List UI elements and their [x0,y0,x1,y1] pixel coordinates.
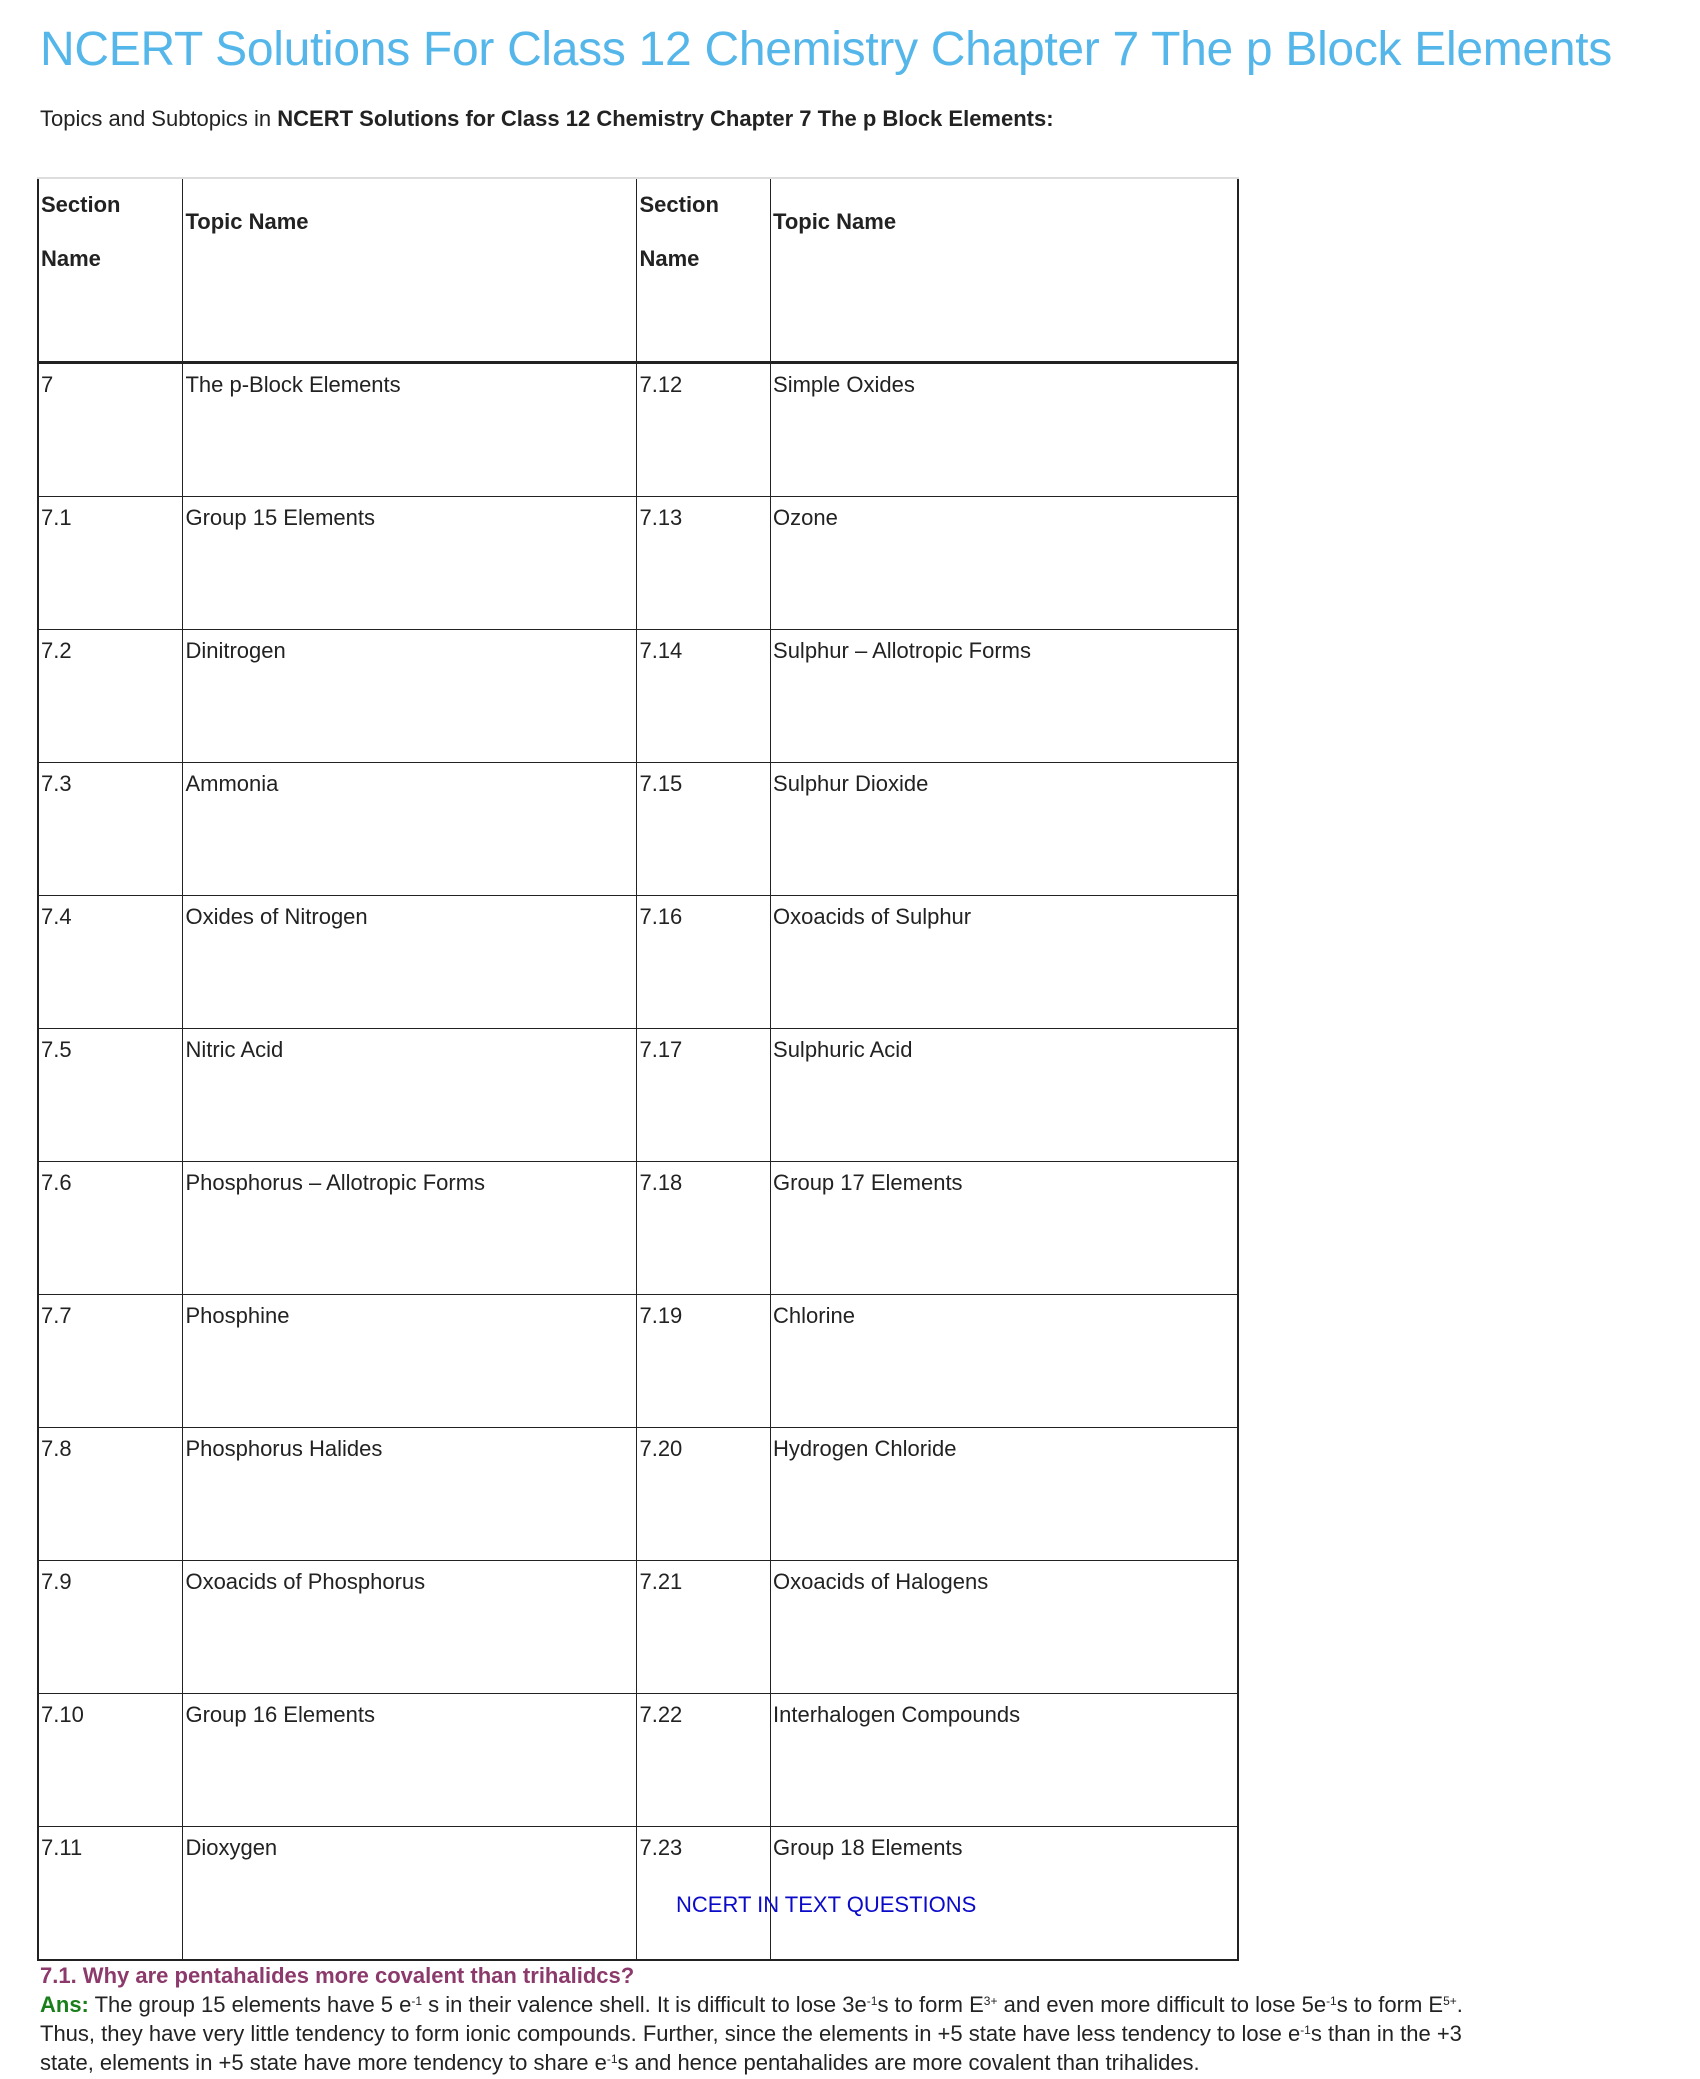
section-cell: 7.21 [637,1561,771,1694]
table-row [38,1162,1238,1295]
page-title: NCERT Solutions For Class 12 Chemistry Chapter 7 The p Block Elements [40,23,1612,76]
section-cell: 7.18 [637,1162,771,1295]
topics-table [37,177,1239,1961]
topic-cell: Sulphur Dioxide [771,763,1238,896]
section-cell: 7.19 [637,1295,771,1428]
table-row [38,1029,1238,1162]
section-cell: 7.15 [637,763,771,896]
header-section-name [637,178,771,363]
topic-cell: Group 17 Elements [771,1162,1238,1295]
header-text: Name [639,246,700,271]
section-cell: 7.14 [637,630,771,763]
section-cell: 7.22 [637,1694,771,1827]
superscript: 3+ [983,1994,998,2008]
section-cell: 7.1 [38,497,183,630]
topic-cell: Group 16 Elements [183,1694,637,1827]
answer-paragraph [40,1990,1680,2077]
intro-text [40,106,1054,132]
section-cell: 7.6 [38,1162,183,1295]
table-row [38,363,1238,497]
answer-text: Thus, they have very little tendency to form ionic compounds. Further, since the elements in +5 state have less tendency to lose e [40,2021,1301,2046]
table-row [38,630,1238,763]
table-row [38,497,1238,630]
topic-cell: Oxoacids of Sulphur [771,896,1238,1029]
intro-bold: NCERT Solutions for Class 12 Chemistry Chapter 7 The p Block Elements: [277,106,1054,131]
topic-cell: Hydrogen Chloride [771,1428,1238,1561]
topic-cell: Group 18 Elements [771,1827,1238,1961]
header-section-name [38,178,183,363]
section-cell: 7.4 [38,896,183,1029]
section-cell: 7.20 [637,1428,771,1561]
superscript: -1 [1300,2023,1311,2037]
superscript: -1 [606,2052,618,2066]
topic-cell: Sulphur – Allotropic Forms [771,630,1238,763]
section-cell: 7.8 [38,1428,183,1561]
topic-cell: Oxoacids of Phosphorus [183,1561,637,1694]
section-cell: 7.7 [38,1295,183,1428]
topic-cell: Oxides of Nitrogen [183,896,637,1029]
topic-cell: Ozone [771,497,1238,630]
topic-cell: Interhalogen Compounds [771,1694,1238,1827]
section-cell: 7.23 [637,1827,771,1961]
section-cell: 7.3 [38,763,183,896]
section-cell: 7 [38,363,183,497]
topic-cell: Chlorine [771,1295,1238,1428]
superscript: -1 [866,1994,878,2008]
section-cell: 7.2 [38,630,183,763]
topic-cell: Simple Oxides [771,363,1238,497]
section-cell: 7.10 [38,1694,183,1827]
table-row [38,1295,1238,1428]
header-topic-name [771,178,1238,363]
answer-text: s in their valence shell. It is difficult to lose 3e [422,1992,867,2017]
section-cell: 7.13 [637,497,771,630]
topic-cell: Sulphuric Acid [771,1029,1238,1162]
intro-prefix: Topics and Subtopics in [40,106,278,131]
answer-text: The group 15 elements have 5 e [88,1992,412,2017]
topic-cell: Nitric Acid [183,1029,637,1162]
table-row [38,1694,1238,1827]
section-cell: 7.17 [637,1029,771,1162]
table-row [38,896,1238,1029]
table-row [38,1428,1238,1561]
topic-cell: Ammonia [183,763,637,896]
header-text: Topic Name [773,209,897,234]
header-text: Section [41,192,121,217]
answer-label: Ans: [40,1992,89,2017]
section-cell: 7.16 [637,896,771,1029]
topic-cell: Phosphorus Halides [183,1428,637,1561]
answer-text: . [1456,1992,1463,2017]
section-cell: 7.5 [38,1029,183,1162]
header-text: Name [41,246,101,271]
topic-cell: Dioxygen [183,1827,637,1961]
table-header-row [38,178,1238,363]
answer-text: s than in the +3 [1310,2021,1462,2046]
topic-cell: Group 15 Elements [183,497,637,630]
superscript: -1 [1326,1994,1337,2008]
topic-cell: The p-Block Elements [183,363,637,497]
answer-text: and even more difficult to lose 5e [997,1992,1327,2017]
section-cell: 7.11 [38,1827,183,1961]
header-text: Section [639,192,719,217]
header-text: Topic Name [185,209,309,234]
topic-cell: Dinitrogen [183,630,637,763]
section-cell: 7.12 [637,363,771,497]
table-row [38,1827,1238,1961]
answer-text: state, elements in +5 state have more tendency to share e [40,2050,607,2075]
answer-text: s to form E [1336,1992,1444,2017]
superscript: -1 [411,1994,423,2008]
question-heading: 7.1. Why are pentahalides more covalent than trihalidcs? [40,1963,635,1988]
superscript: 5+ [1443,1994,1457,2008]
answer-text: s to form E [877,1992,984,2017]
header-topic-name [183,178,637,363]
ncert-in-text-questions-link[interactable]: NCERT IN TEXT QUESTIONS [676,1892,977,1917]
answer-text: s and hence pentahalides are more covalent than trihalides. [617,2050,1200,2075]
table-row [38,763,1238,896]
topic-cell: Phosphine [183,1295,637,1428]
table-row [38,1561,1238,1694]
section-cell: 7.9 [38,1561,183,1694]
topic-cell: Phosphorus – Allotropic Forms [183,1162,637,1295]
topic-cell: Oxoacids of Halogens [771,1561,1238,1694]
